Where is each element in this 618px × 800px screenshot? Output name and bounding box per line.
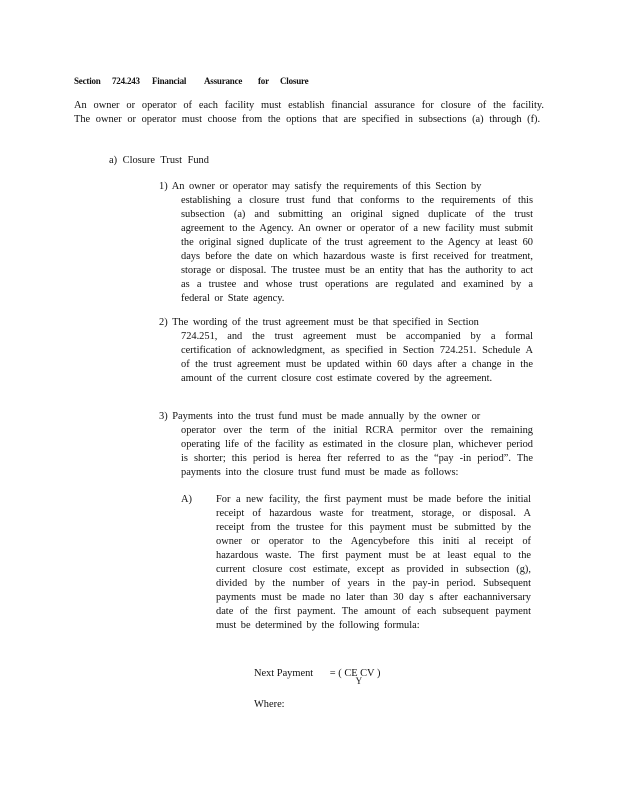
heading-word-for: for bbox=[258, 76, 269, 86]
paragraph-2-label: 2) bbox=[159, 317, 168, 328]
paragraph-3-body: operator over the term of the initial RCRA permitor over the remaining operating life of the facility as estimated in the closure plan, whichever period is shorter; this period is herea fter referred to as the “pay -in period”. The payments into the closure trust fund must be made as follows: bbox=[181, 425, 533, 478]
heading-section-number: 724.243 bbox=[112, 76, 140, 86]
heading-section-word: Section bbox=[74, 76, 101, 86]
paragraph-3-label: 3) bbox=[159, 411, 168, 422]
heading-word-assurance: Assurance bbox=[204, 76, 243, 86]
paragraph-1-label: 1) bbox=[159, 181, 168, 192]
paragraph-3 bbox=[145, 410, 533, 480]
formula-lhs: Next Payment bbox=[254, 668, 314, 679]
paragraph-1-body: establishing a closure trust fund that conforms to the requirements of this subsection (a) and submitting an original signed duplicate of the trust agreement to the Agency. An owner or operator of a new facility must submit the original signed duplicate of the trust agreement to the Agency at least 60 days before the date on which hazardous waste is first received for treatment, storage or disposal. The trustee must be an entity that has the authority to act as a trustee and whose trust operations are regulated and examined by a federal or State agency. bbox=[181, 195, 533, 304]
formula-open-paren: ( bbox=[338, 668, 342, 679]
paragraph-1-first-line: An owner or operator may satisfy the requirements of this Section by bbox=[171, 181, 482, 192]
paragraph-3-first-line: Payments into the trust fund must be made annually by the owner or bbox=[172, 411, 481, 422]
formula-close-paren: ) bbox=[376, 668, 381, 679]
formula-cv: CV bbox=[360, 668, 375, 679]
subparagraph-A-label: A) bbox=[181, 494, 192, 505]
payment-formula bbox=[254, 666, 454, 686]
paragraph-2-first-line: The wording of the trust agreement must be that specified in Section bbox=[172, 317, 479, 328]
subparagraph-A bbox=[181, 493, 531, 633]
paragraph-2-body: 724.251, and the trust agreement must be accompanied by a formal certification of acknowledgment, as specified in Section 724.251. Schedule A of the trust agreement must be updated within 60 days after a change in the amount of the current closure cost estimate covered by the agreement. bbox=[181, 331, 533, 384]
intro-paragraph: An owner or operator of each facility must establish financial assurance for closure of the facility. The owner or operator must choose from the options that are specified in subsections (a) through (f). bbox=[74, 100, 544, 125]
subsection-a-title: a) Closure Trust Fund bbox=[109, 155, 209, 166]
formula-equals: = bbox=[329, 668, 336, 679]
subparagraph-A-body: For a new facility, the first payment must be made before the initial receipt of hazardous waste for treatment, storage, or disposal. A receipt from the trustee for this payment must be submitted by the owner or operator to the Agencybefore this initi al receipt of hazardous waste. The first payment must be at least equal to the current closure cost estimate, except as provided in subsection (g), divided by the number of years in the pay-in period. Subsequent payments must be made no later than 30 day s after eachanniversary date of the first payment. The amount of each subsequent payment must be determined by the following formula: bbox=[216, 494, 531, 631]
formula-y: Y bbox=[355, 676, 363, 686]
formula-where-label: Where: bbox=[254, 699, 285, 710]
paragraph-2 bbox=[145, 316, 533, 386]
section-heading bbox=[74, 74, 374, 88]
paragraph-1 bbox=[145, 180, 533, 306]
heading-word-closure: Closure bbox=[280, 76, 309, 86]
heading-word-financial: Financial bbox=[152, 76, 187, 86]
formula-ce: CE bbox=[344, 668, 358, 679]
